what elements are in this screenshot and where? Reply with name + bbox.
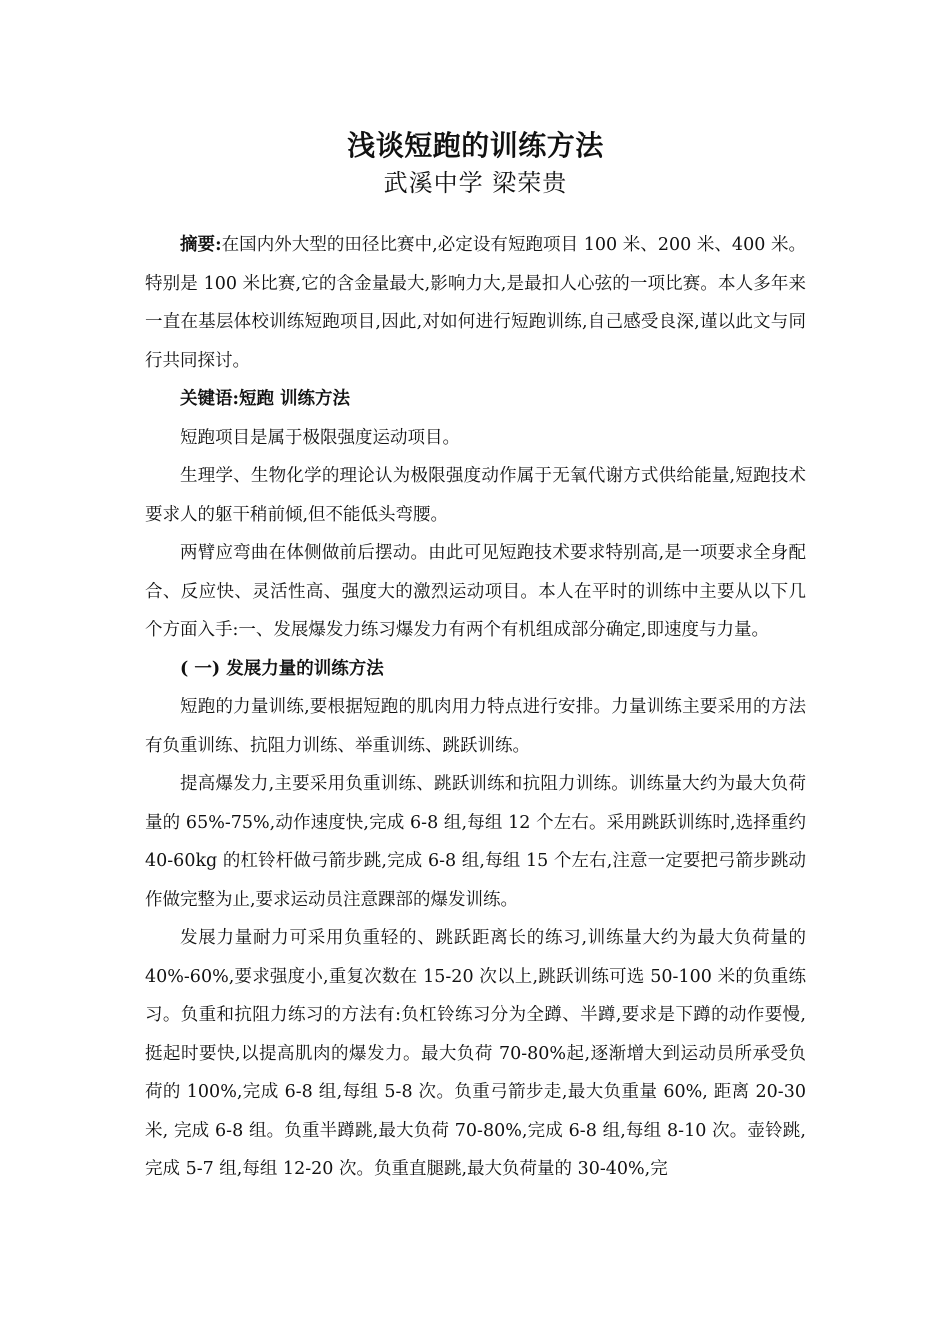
document-content — [145, 126, 806, 1189]
section-paragraph-1: 短跑的力量训练,要根据短跑的肌肉用力特点进行安排。力量训练主要采用的方法有负重训练、抗阻力训练、举重训练、跳跃训练。 — [145, 697, 806, 756]
body-paragraph-2: 生理学、生物化学的理论认为极限强度动作属于无氧代谢方式供给能量,短跑技术要求人的躯干稍前倾,但不能低头弯腰。 — [145, 466, 806, 525]
document-title: 浅谈短跑的训练方法 — [347, 129, 604, 162]
section-paragraph-2: 提高爆发力,主要采用负重训练、跳跃训练和抗阻力训练。训练量大约为最大负荷量的 65%-75%,动作速度快,完成 6-8 组,每组 12 个左右。采用跳跃训练时,选择重约 40-60kg 的杠铃杆做弓箭步跳,完成 6-8 组,每组 15 个左右,注意一定要把弓箭步跳动作做完整为止,要求运动员注意踝部的爆发训练。 — [145, 774, 806, 910]
keywords-text: 短跑 训练方法 — [238, 389, 351, 409]
author-line: 武溪中学 梁荣贵 — [383, 169, 568, 197]
body-paragraph-1: 短跑项目是属于极限强度运动项目。 — [180, 427, 460, 448]
abstract-paragraph — [145, 226, 806, 380]
body-paragraph-3: 两臂应弯曲在体侧做前后摆动。由此可见短跑技术要求特别高,是一项要求全身配合、反应快、灵活性高、强度大的激烈运动项目。本人在平时的训练中主要从以下几个方面入手:一、发展爆发力练习爆发力有两个有机组成部分确定,即速度与力量。 — [145, 543, 806, 640]
keywords-paragraph — [145, 380, 806, 419]
abstract-text: 在国内外大型的田径比赛中,必定设有短跑项目 100 米、200 米、400 米。特别是 100 米比赛,它的含金量最大,影响力大,是最扣人心弦的一项比赛。本人多年来一直在基层体校训练短跑项目,因此,对如何进行短跑训练,自己感受良深,谨以此文与同行共同探讨。 — [145, 235, 806, 371]
section-paragraph-3: 发展力量耐力可采用负重轻的、跳跃距离长的练习,训练量大约为最大负荷量的 40%-60%,要求强度小,重复次数在 15-20 次以上,跳跃训练可选 50-100 米的负重练习。负重和抗阻力练习的方法有:负杠铃练习分为全蹲、半蹲,要求是下蹲的动作要慢,挺起时要快,以提高肌肉的爆发力。最大负荷 70-80%起,逐渐增大到运动员所承受负荷的 100%,完成 6-8 组,每组 5-8 次。负重弓箭步走,最大负重量 60%, 距离 20-30 米, 完成 6-8 组。负重半蹲跳,最大负荷 70-80%,完成 6-8 组,每组 8-10 次。壶铃跳,完成 5-7 组,每组 12-20 次。负重直腿跳,最大负荷量的 30-40%,完 — [145, 928, 806, 1179]
abstract-label: 摘要: — [180, 235, 222, 255]
keywords-label: 关键语: — [180, 389, 239, 409]
section-heading: ( 一) 发展力量的训练方法 — [180, 658, 384, 679]
